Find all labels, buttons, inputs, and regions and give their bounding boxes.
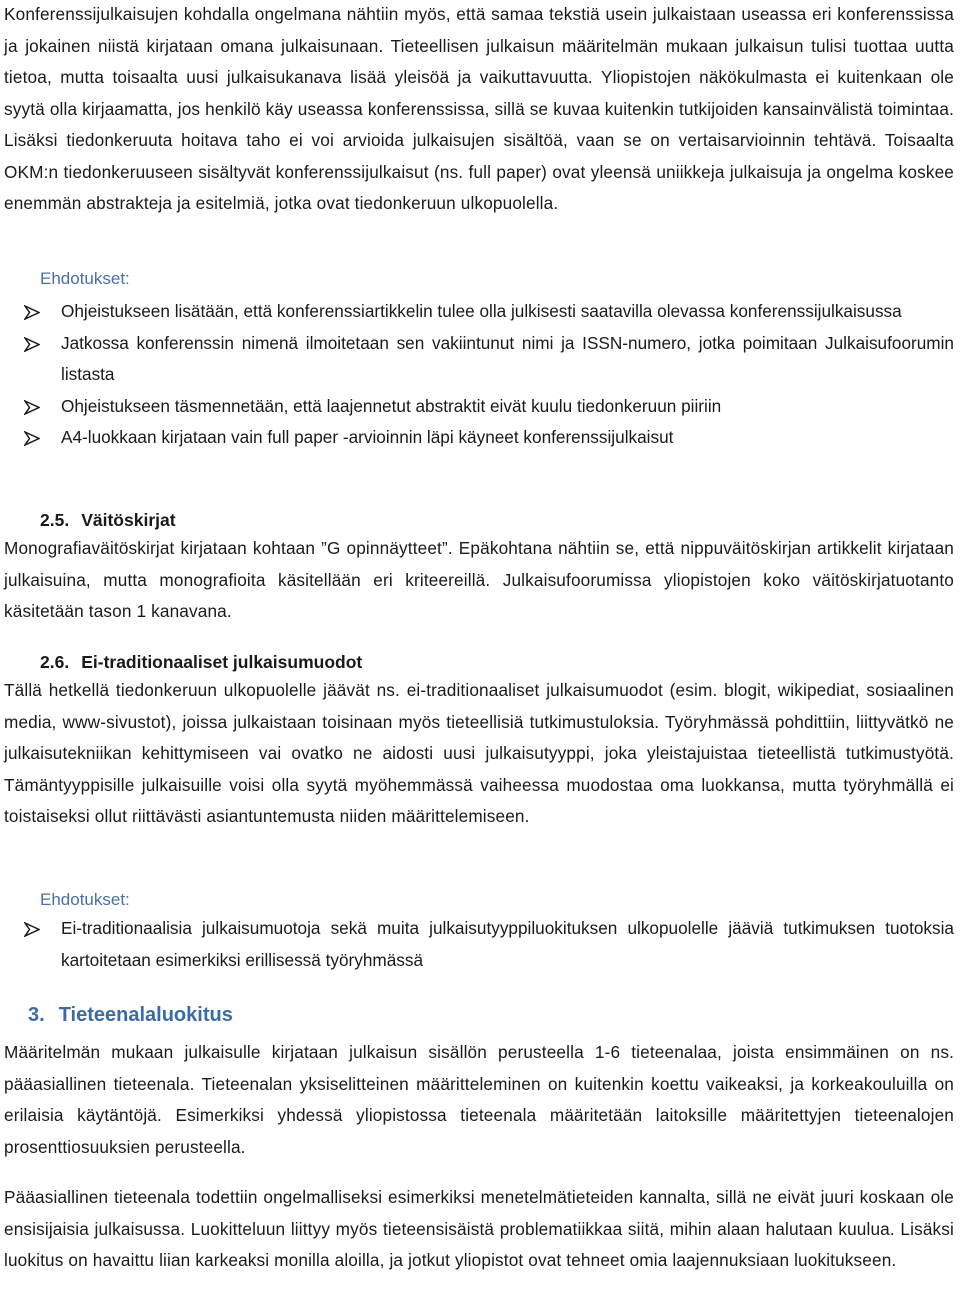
arrowhead-bullet-icon	[24, 305, 40, 320]
list-item-text: Ohjeistukseen lisätään, että konferenssiartikkelin tulee olla julkisesti saatavilla olevassa konferenssijulkaisussa	[61, 301, 902, 321]
list-item-text: Jatkossa konferenssin nimenä ilmoitetaan sen vakiintunut nimi ja ISSN-numero, jotka poimitaan Julkaisufoorumin listasta	[61, 332, 954, 384]
section-heading-non-traditional	[40, 648, 362, 676]
paragraph-dissertations: Monografiaväitöskirjat kirjataan kohtaan ”G opinnäytteet”. Epäkohtana nähtiin se, että nippuväitöskirjan artikkelit kirjataan julkaisuina, mutta monografioita käsitellään eri kriteereillä. Julkaisufoorumissa yliopistojen koko väitöskirjatuotanto käsitetään tason 1 kanavana.	[4, 538, 954, 621]
paragraph-primary-field: Pääasiallinen tieteenala todettiin ongelmalliseksi esimerkiksi menetelmätieteiden kannalta, sillä ne eivät juuri koskaan ole ensisijaisia julkaisussa. Luokitteluun liittyy myös tieteensisäistä problematiikkaa siitä, mihin alaan halutaan kuulua. Lisäksi luokitus on havaittu liian karkeaksi monilla aloilla, ja jotkut yliopistot ovat tehneet omia laajennuksiaan luokitukseen.	[4, 1187, 954, 1270]
section-number: 2.5.	[40, 510, 70, 530]
section-title: Väitöskirjat	[81, 510, 176, 530]
arrowhead-bullet-icon	[24, 922, 40, 937]
suggestions-heading: Ehdotukset:	[40, 890, 130, 909]
suggestions-heading: Ehdotukset:	[40, 269, 130, 288]
list-item	[4, 391, 954, 423]
list-item	[4, 422, 954, 454]
list-item-text: Ohjeistukseen täsmennetään, että laajennetut abstraktit eivät kuulu tiedonkeruun piiriin	[61, 395, 722, 416]
section-title: Ei-traditionaaliset julkaisumuodot	[81, 652, 363, 672]
section-heading-field-classification	[28, 1000, 233, 1030]
list-item-text: Ei-traditionaalisia julkaisumuotoja sekä muita julkaisutyyppiluokituksen ulkopuolelle jääviä tutkimuksen tuotoksia kartoitetaan esimerkiksi erillisessä työryhmässä	[61, 918, 954, 970]
list-item	[4, 296, 954, 328]
section-title: Tieteenalaluokitus	[58, 1004, 233, 1026]
section-heading-vaitoskirjat	[40, 506, 176, 534]
suggestions-list	[4, 913, 954, 976]
arrowhead-bullet-icon	[24, 337, 40, 352]
paragraph-non-traditional-publications: Tällä hetkellä tiedonkeruun ulkopuolelle jäävät ns. ei-traditionaaliset julkaisumuodot (esim. blogit, wikipediat, sosiaalinen media, www-sivustot), joissa julkaistaan toisinaan myös tieteellisiä tutkimustuloksia. Työryhmässä pohdittiin, liittyvätkö ne julkaisutekniikan kehittymiseen vai ovatko ne aidosti uusi julkaisutyyppi, joka yleistajuistaa tieteellistä tutkimustyötä. Tämäntyyppisille julkaisuille voisi olla syytä myöhemmässä vaiheessa muodostaa oma luokkansa, mutta työryhmällä ei toistaiseksi ollut riittävästi asiantuntemusta niiden määrittelemiseen.	[4, 680, 954, 826]
list-item	[4, 328, 954, 391]
section-number: 3.	[28, 1004, 45, 1026]
list-item-text: A4-luokkaan kirjataan vain full paper -arvioinnin läpi käyneet konferenssijulkaisut	[61, 427, 674, 447]
suggestions-list	[4, 296, 954, 454]
paragraph-field-definition: Määritelmän mukaan julkaisulle kirjataan julkaisun sisällön perusteella 1-6 tieteenalaa, joista ensimmäinen on ns. pääasiallinen tieteenala. Tieteenalan yksiselitteinen määritteleminen on kuitenkin koettu vaikeaksi, ja korkeakouluilla on erilaisia käytäntöjä. Esimerkiksi yhdessä yliopistossa tieteenala määritetään laitoksille määritettyjen tieteenalojen prosenttiosuuksien perusteella.	[4, 1042, 954, 1157]
arrowhead-bullet-icon	[24, 400, 40, 415]
section-number: 2.6.	[40, 652, 70, 672]
arrowhead-bullet-icon	[24, 431, 40, 446]
paragraph-conference-publications: Konferenssijulkaisujen kohdalla ongelmana nähtiin myös, että samaa tekstiä usein julkaistaan useassa eri konferenssissa ja jokainen niistä kirjataan omana julkaisunaan. Tieteellisen julkaisun määritelmän mukaan julkaisun tulisi tuottaa uutta tietoa, mutta toisaalta uusi julkaisukanava lisää yleisöä ja vaikuttavuutta. Yliopistojen näkökulmasta ei kuitenkaan ole syytä olla kirjaamatta, jos henkilö käy useassa konferenssissa, sillä se kuvaa kuitenkin tutkijoiden kansainvälistä toimintaa. Lisäksi tiedonkeruuta hoitava taho ei voi arvioida julkaisujen sisältöä, vaan se on vertaisarvioinnin tehtävä. Toisaalta OKM:n tiedonkeruuseen sisältyvät konferenssijulkaisut (ns. full paper) ovat yleensä uniikkeja julkaisuja ja ongelma koskee enemmän abstrakteja ja esitelmiä, jotka ovat tiedonkeruun ulkopuolella.	[4, 4, 954, 213]
list-item	[4, 913, 954, 976]
